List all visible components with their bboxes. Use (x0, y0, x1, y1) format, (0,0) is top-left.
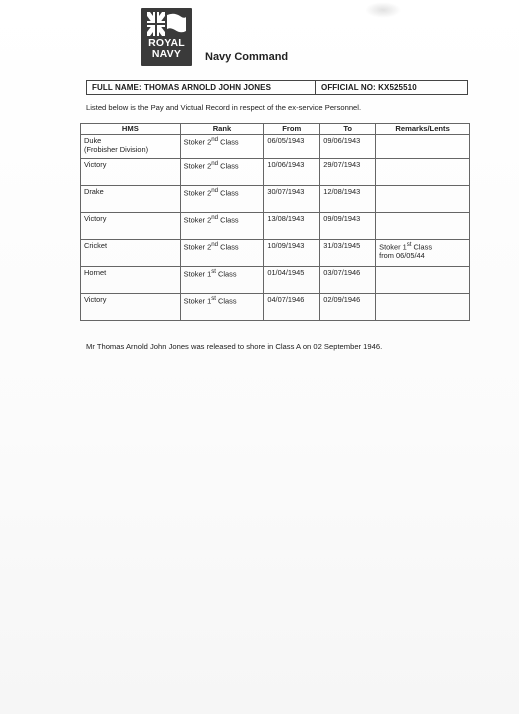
cell-from: 04/07/1946 (264, 294, 320, 321)
document-title: Navy Command (205, 51, 289, 63)
cell-hms: Victory (81, 159, 181, 186)
cell-from: 01/04/1945 (264, 267, 320, 294)
identity-divider (315, 81, 316, 94)
cell-rank: Stoker 2nd Class (180, 159, 264, 186)
cell-to: 31/03/1945 (320, 240, 376, 267)
cell-to: 02/09/1946 (320, 294, 376, 321)
header-hms: HMS (81, 124, 181, 135)
cell-hms: Hornet (81, 267, 181, 294)
cell-from: 10/09/1943 (264, 240, 320, 267)
cell-rank: Stoker 2nd Class (180, 213, 264, 240)
cell-hms: Victory (81, 213, 181, 240)
cell-from: 30/07/1943 (264, 186, 320, 213)
identity-bar (86, 80, 468, 95)
cell-remarks (376, 267, 470, 294)
table-row (81, 267, 470, 294)
table-row (81, 213, 470, 240)
table-header-row (81, 124, 470, 135)
cell-to: 29/07/1943 (320, 159, 376, 186)
cell-remarks (376, 186, 470, 213)
cell-remarks (376, 294, 470, 321)
cell-to: 09/09/1943 (320, 213, 376, 240)
service-record-table (80, 123, 470, 321)
cell-rank: Stoker 2nd Class (180, 240, 264, 267)
cell-remarks (376, 135, 470, 159)
cell-hms: Duke (Frobisher Division) (81, 135, 181, 159)
release-statement: Mr Thomas Arnold John Jones was released to shore in Class A on 02 September 1946. (86, 342, 383, 351)
table-row (81, 135, 470, 159)
header-from: From (264, 124, 320, 135)
header-rank: Rank (180, 124, 264, 135)
paper-smudge (365, 2, 401, 18)
cell-hms: Drake (81, 186, 181, 213)
table-row (81, 294, 470, 321)
cell-to: 09/06/1943 (320, 135, 376, 159)
cell-remarks (376, 213, 470, 240)
cell-hms: Cricket (81, 240, 181, 267)
cell-rank: Stoker 1st Class (180, 267, 264, 294)
union-flag-icon (147, 12, 186, 36)
cell-from: 06/05/1943 (264, 135, 320, 159)
cell-from: 10/06/1943 (264, 159, 320, 186)
cell-rank: Stoker 2nd Class (180, 186, 264, 213)
full-name: FULL NAME: THOMAS ARNOLD JOHN JONES (92, 83, 272, 92)
table-row (81, 240, 470, 267)
cell-to: 12/08/1943 (320, 186, 376, 213)
header-to: To (320, 124, 376, 135)
official-number: OFFICIAL NO: KX525510 (321, 83, 417, 92)
table-row (81, 159, 470, 186)
cell-remarks (376, 159, 470, 186)
royal-navy-logo (141, 8, 192, 66)
table-row (81, 186, 470, 213)
cell-from: 13/08/1943 (264, 213, 320, 240)
cell-rank: Stoker 1st Class (180, 294, 264, 321)
cell-remarks: Stoker 1st Class from 06/05/44 (376, 240, 470, 267)
cell-rank: Stoker 2nd Class (180, 135, 264, 159)
logo-line-royal: ROYAL (148, 37, 185, 49)
cell-to: 03/07/1946 (320, 267, 376, 294)
intro-text: Listed below is the Pay and Victual Record in respect of the ex-service Personnel. (86, 103, 362, 112)
logo-line-navy: NAVY (151, 48, 182, 60)
cell-hms: Victory (81, 294, 181, 321)
header-remarks: Remarks/Lents (376, 124, 470, 135)
